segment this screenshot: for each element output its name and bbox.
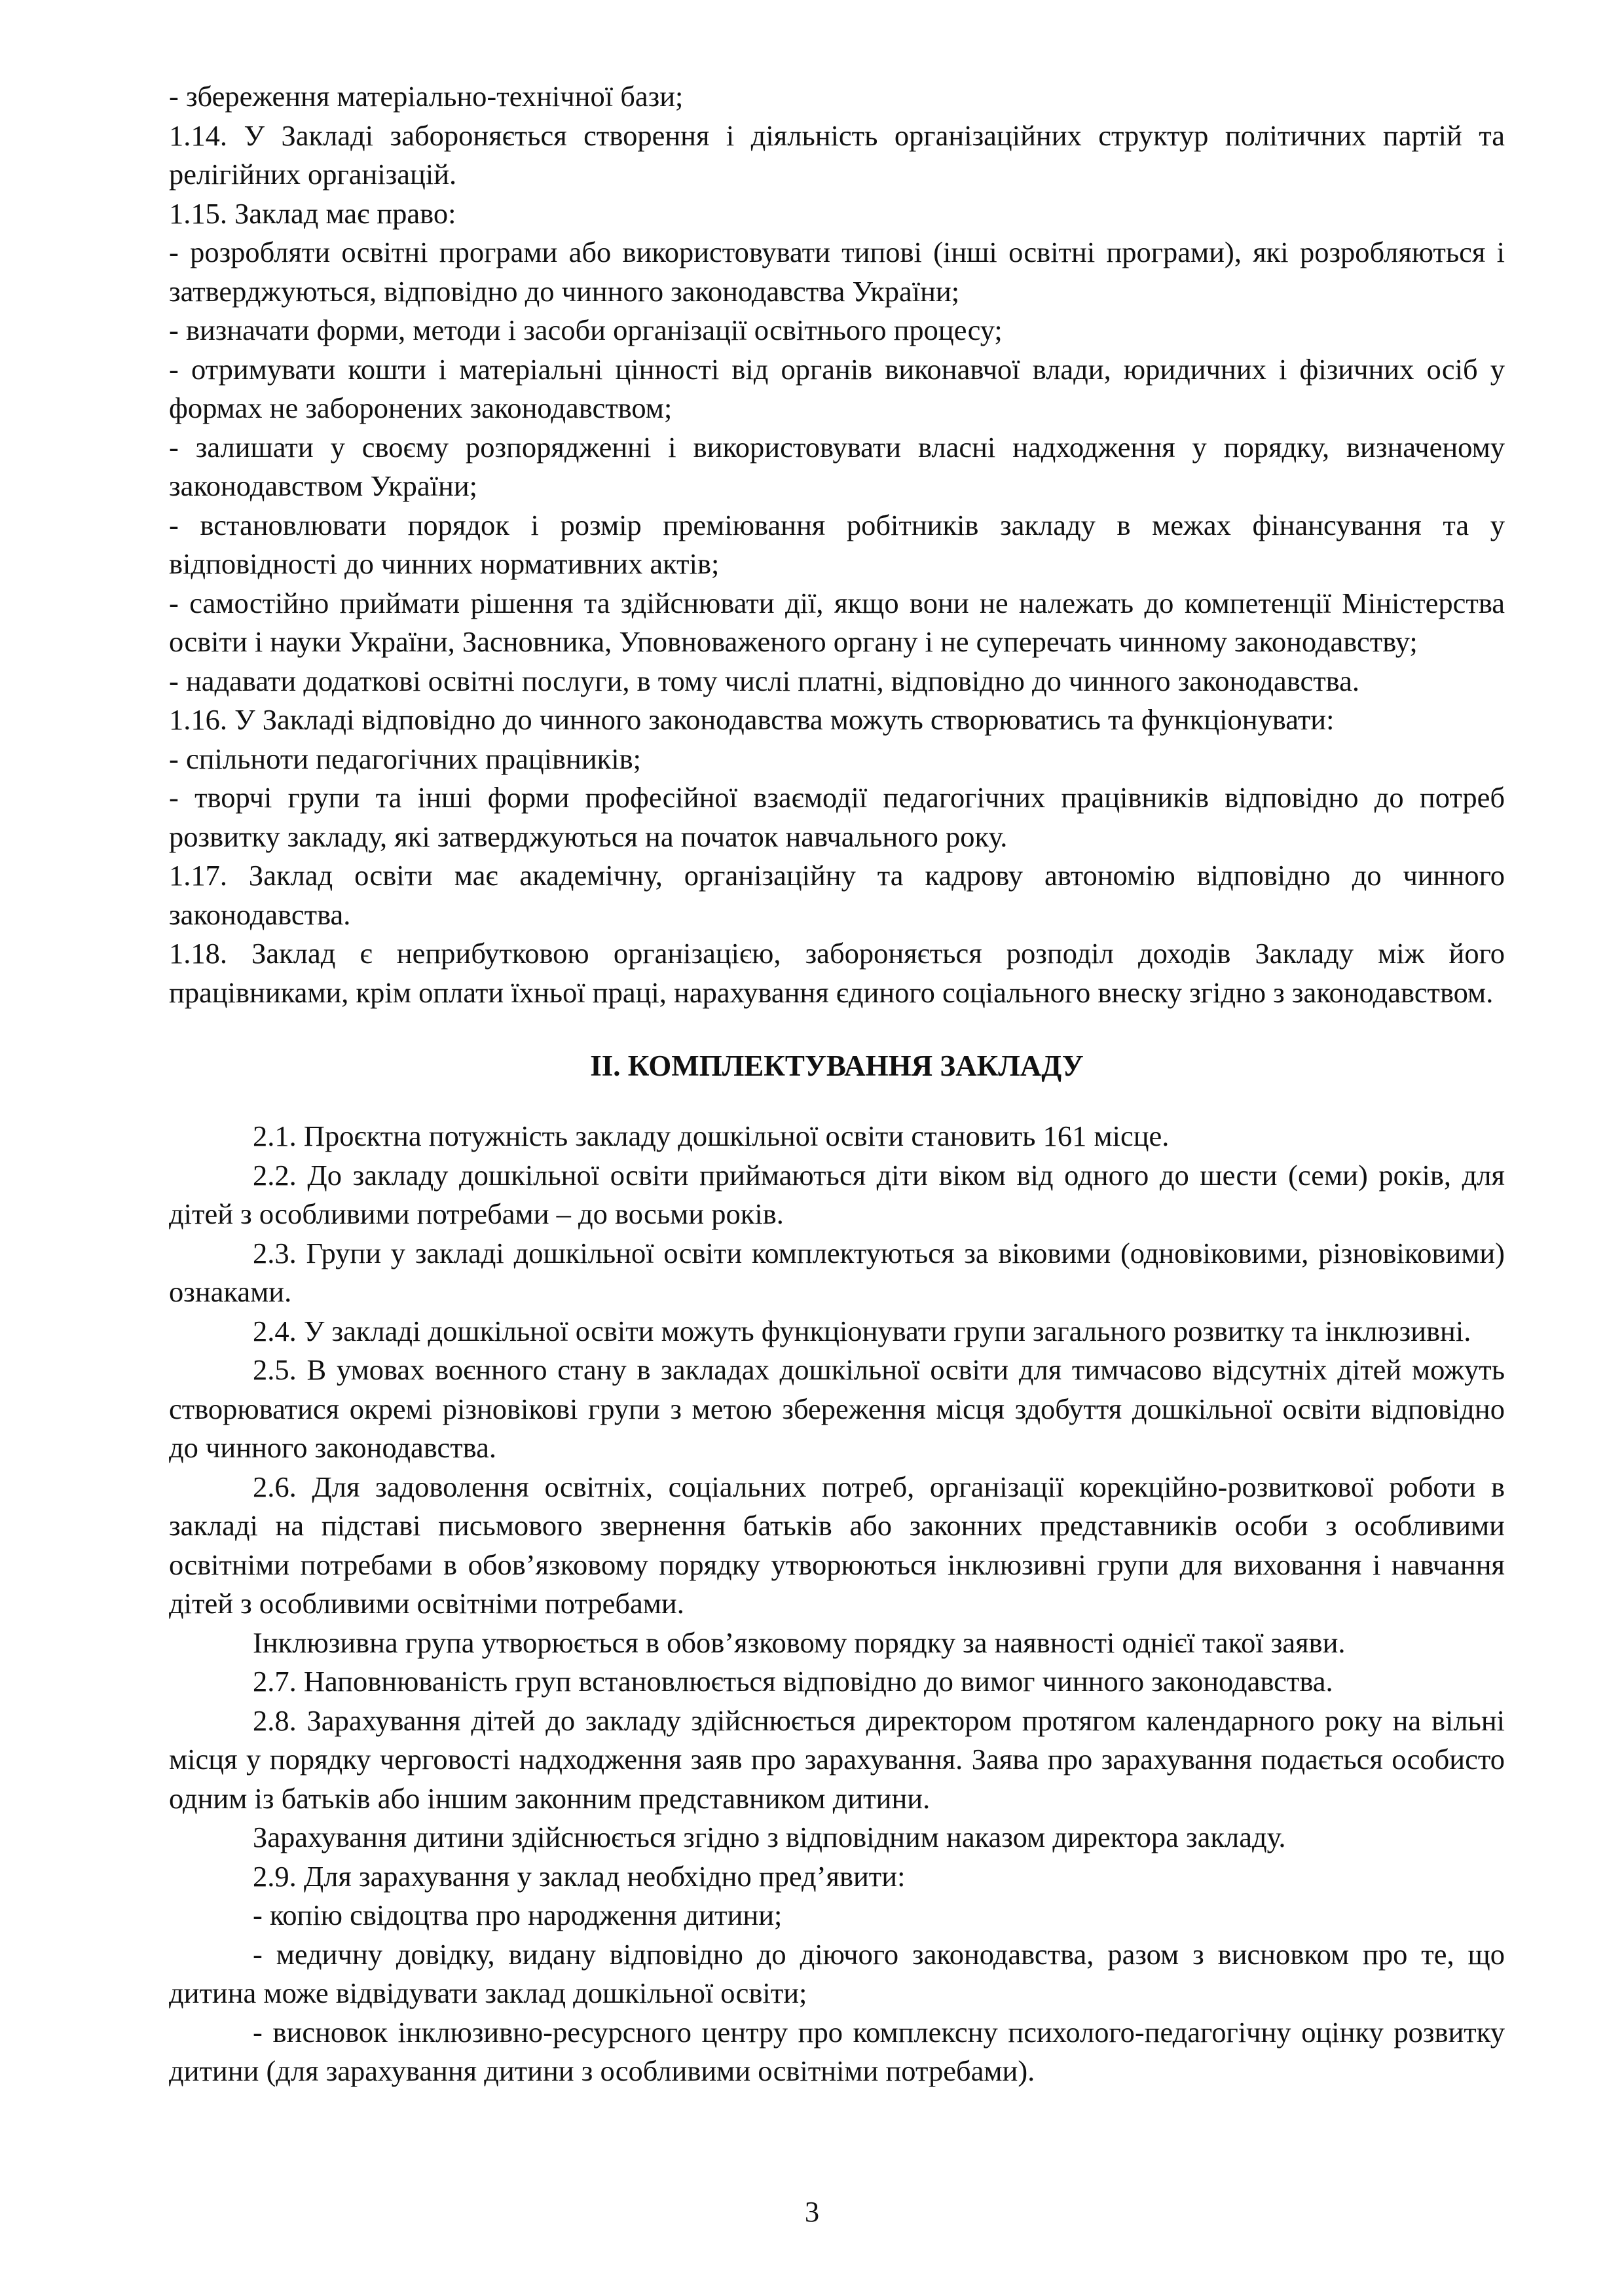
list-item: - розробляти освітні програми або використовувати типові (інші освітні програми), які розробляються і затверджуються, відповідно до чинного законодавства України;	[169, 236, 1505, 308]
list-item: - отримувати кошти і матеріальні цінності від органів виконавчої влади, юридичних і фізичних осіб у формах не заборонених законодавством;	[169, 352, 1505, 424]
paragraph-2-7: 2.7. Наповнюваність груп встановлюється відповідно до вимог чинного законодавства.	[253, 1665, 1333, 1698]
paragraph: Зарахування дитини здійснюється згідно з відповідним наказом директора закладу.	[253, 1821, 1286, 1853]
paragraph-2-5: 2.5. В умовах воєнного стану в закладах дошкільної освіти для тимчасово відсутніх дітей можуть створюватися окремі різновікові групи з метою збереження місця здобуття дошкільної освіти відповідно до чинного законодавства.	[169, 1353, 1505, 1464]
list-item: - самостійно приймати рішення та здійснювати дії, якщо вони не належать до компетенції Міністерства освіти і науки України, Засновника, Уповноваженого органу і не суперечать чинному законодавству;	[169, 586, 1505, 658]
list-item: - надавати додаткові освітні послуги, в тому числі платні, відповідно до чинного законодавства.	[169, 664, 1359, 697]
paragraph-1-14: 1.14. У Закладі забороняється створення і діяльність організаційних структур політичних партій та релігійних організацій.	[169, 118, 1505, 191]
paragraph: - збереження матеріально-технічної бази;	[169, 80, 684, 113]
paragraph-1-15: 1.15. Заклад має право:	[169, 196, 456, 230]
paragraph-1-16: 1.16. У Закладі відповідно до чинного законодавства можуть створюватись та функціонувати:	[169, 703, 1335, 736]
list-item: - висновок інклюзивно-ресурсного центру про комплексну психолого-педагогічну оцінку розвитку дитини (для зарахування дитини з особливими освітніми потребами).	[169, 2015, 1505, 2087]
document-page	[169, 77, 1505, 2091]
paragraph-2-3: 2.3. Групи у закладі дошкільної освіти комплектуються за віковими (одновіковими, різновіковими) ознаками.	[169, 1236, 1505, 1308]
paragraph-1-18: 1.18. Заклад є неприбутковою організацією, забороняється розподіл доходів Закладу між його працівниками, крім оплати їхньої праці, нарахування єдиного соціального внеску згідно з законодавством.	[169, 937, 1505, 1009]
paragraph-2-9: 2.9. Для зарахування у заклад необхідно пред’явити:	[253, 1859, 906, 1893]
section-heading: ІІ. КОМПЛЕКТУВАННЯ ЗАКЛАДУ	[590, 1049, 1084, 1082]
list-item: - визначати форми, методи і засоби організації освітнього процесу;	[169, 314, 1003, 346]
list-item: - творчі групи та інші форми професійної взаємодії педагогічних працівників відповідно до потреб розвитку закладу, які затверджуються на початок навчального року.	[169, 781, 1505, 853]
list-item: - залишати у своєму розпорядженні і використовувати власні надходження у порядку, визначеному законодавством України;	[169, 430, 1505, 502]
paragraph-2-2: 2.2. До закладу дошкільної освіти приймаються діти віком від одного до шести (семи) років, для дітей з особливими потребами – до восьми років.	[169, 1158, 1505, 1230]
paragraph-1-17: 1.17. Заклад освіти має академічну, організаційну та кадрову автономію відповідно до чинного законодавства.	[169, 859, 1505, 931]
list-item: - медичну довідку, видану відповідно до діючого законодавства, разом з висновком про те, що дитина може відвідувати заклад дошкільної освіти;	[169, 1937, 1505, 2009]
paragraph-2-6: 2.6. Для задоволення освітніх, соціальних потреб, організації корекційно-розвиткової роботи в закладі на підставі письмового звернення батьків або законних представників особи з особливими освітніми потребами в обов’язковому порядку утворюються інклюзивні групи для виховання і навчання дітей з особливими освітніми потребами.	[169, 1470, 1505, 1620]
list-item: - копію свідоцтва про народження дитини;	[253, 1899, 783, 1931]
paragraph-2-1: 2.1. Проєктна потужність закладу дошкільної освіти становить 161 місце.	[253, 1120, 1170, 1152]
paragraph-2-8: 2.8. Зарахування дітей до закладу здійснюється директором протягом календарного року на вільні місця у порядку черговості надходження заяв про зарахування. Заява про зарахування подається особисто одним із батьків або іншим законним представником дитини.	[169, 1704, 1505, 1815]
paragraph: Інклюзивна група утворюється в обов’язковому порядку за наявності однієї такої заяви.	[253, 1626, 1346, 1659]
page-number: 3	[804, 2195, 820, 2228]
list-item: - спільноти педагогічних працівників;	[169, 742, 641, 775]
list-item: - встановлювати порядок і розмір преміювання робітників закладу в межах фінансування та у відповідності до чинних нормативних актів;	[169, 508, 1505, 580]
paragraph-2-4: 2.4. У закладі дошкільної освіти можуть функціонувати групи загального розвитку та інклюзивні.	[253, 1314, 1471, 1347]
